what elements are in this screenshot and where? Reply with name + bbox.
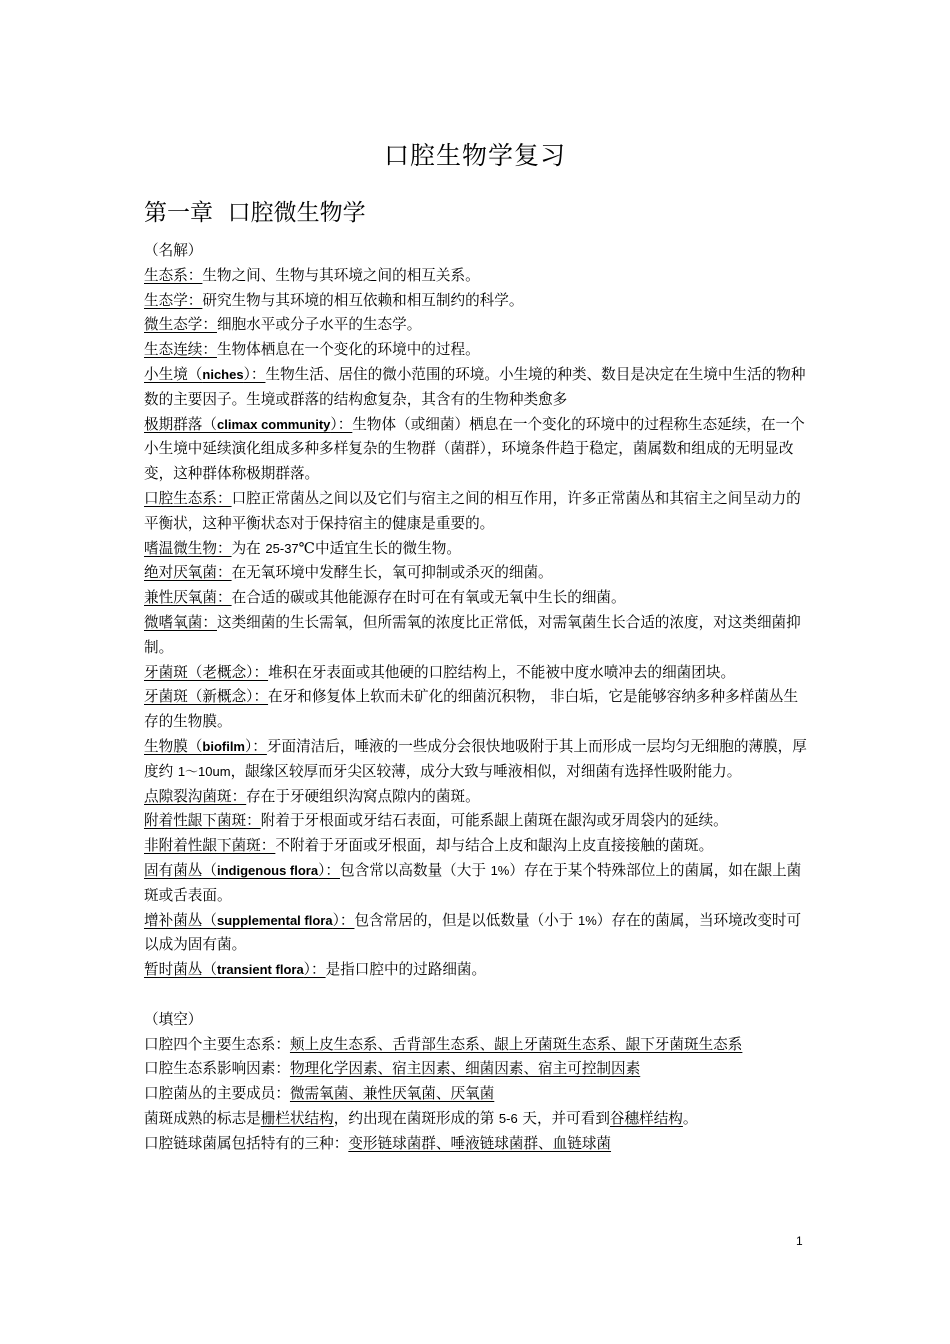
fill-question: 口腔链球菌属包括特有的三种： — [144, 1134, 349, 1152]
definition-item — [144, 834, 808, 859]
definition-item — [144, 487, 808, 537]
definition-text: 生物生活、居住的微小范围的环境。小生境的种类、数目是决定在生境中生活的物种数的主要因子。生境或群落的结构愈复杂，其含有的生物种类愈多 — [144, 365, 806, 408]
definition-text: 不附着于牙面或牙根面，却与结合上皮和龈沟上皮直接接触的菌斑。 — [275, 837, 714, 855]
page-title: 口腔生物学复习 — [383, 141, 566, 170]
definition-item — [144, 413, 808, 487]
fill-question-mid: ，约出现在菌斑形成的第 — [333, 1109, 499, 1127]
definition-term: 口腔生态系： — [144, 489, 232, 507]
fill-question: 口腔菌丛的主要成员： — [144, 1085, 290, 1103]
definition-item — [144, 338, 808, 363]
definition-term — [144, 862, 340, 879]
definition-item — [144, 264, 808, 289]
definition-text: 研究生物与其环境的相互依赖和相互制约的科学。 — [202, 291, 524, 309]
definition-item — [144, 735, 808, 785]
definition-item — [144, 586, 808, 611]
fill-question-mid: 天，并可看到 — [517, 1109, 610, 1127]
term-prefix: 增补菌丛（ — [144, 911, 217, 929]
definition-text-suffix: ）存在的菌属，当环境改变时可以成为固有菌。 — [144, 911, 802, 954]
page-number: 1 — [796, 1234, 803, 1248]
document-body — [144, 239, 808, 1156]
definition-text-prefix: 为在 — [231, 539, 266, 557]
term-prefix: 固有菌丛（ — [144, 861, 217, 879]
definition-term — [144, 738, 267, 755]
definition-text-suffix: ，龈缘区较厚而牙尖区较薄，成分大致与唾液相似，对细菌有选择性吸附能力。 — [230, 762, 742, 780]
blank-line — [144, 983, 808, 1008]
fill-item — [144, 1082, 808, 1107]
term-suffix: ）： — [303, 961, 326, 979]
term-suffix: ）： — [318, 861, 340, 879]
fill-question: 菌斑成熟的标志是 — [144, 1109, 261, 1127]
term-english: indigenous flora — [216, 862, 319, 878]
definition-item — [144, 909, 808, 959]
definition-item — [144, 685, 808, 735]
definition-text-prefix: 牙面清洁后，唾液的一些成分会很快地吸附于其上而形成一层均匀无细胞的薄膜，厚度约 — [144, 737, 807, 780]
definition-term: 牙菌斑（新概念）： — [144, 688, 269, 706]
fill-question-end: 。 — [682, 1109, 698, 1127]
term-english: climax community — [216, 416, 331, 432]
term-suffix: ）： — [332, 911, 355, 929]
definition-item — [144, 363, 808, 413]
fill-answer: 栅栏状结构 — [260, 1109, 334, 1127]
definition-item — [144, 561, 808, 586]
definition-term — [144, 961, 326, 978]
term-english: biofilm — [202, 738, 245, 754]
definition-term: 牙菌斑（老概念）： — [144, 663, 269, 681]
fill-answer: 变形链球菌群、唾液链球菌群、血链球菌 — [348, 1134, 612, 1152]
definition-term — [144, 912, 354, 929]
definition-text: 这类细菌的生长需氧，但所需氧的浓度比正常低，对需氧菌生长合适的浓度，对这类细菌抑制。 — [144, 613, 801, 656]
fill-answer: 谷穗样结构 — [609, 1109, 683, 1127]
definition-term — [144, 366, 265, 383]
fill-question: 口腔四个主要生态系： — [144, 1035, 290, 1053]
definition-text: 是指口腔中的过路细菌。 — [325, 961, 487, 979]
term-english: supplemental flora — [216, 912, 333, 928]
definition-term: 非附着性龈下菌斑： — [144, 837, 276, 855]
definition-text: 口腔正常菌丛之间以及它们与宿主之间的相互作用，许多正常菌丛和其宿主之间呈动力的平衡状，这种平衡状态对于保持宿主的健康是重要的。 — [144, 489, 801, 532]
definition-text-prefix: 包含常居的，但是以低数量（小于 — [354, 911, 578, 929]
definition-term: 生态系： — [144, 266, 203, 284]
term-suffix: ）： — [243, 365, 266, 383]
definition-text: 细胞水平或分子水平的生态学。 — [216, 316, 422, 334]
definition-item — [144, 289, 808, 314]
definition-term: 附着性龈下菌斑： — [144, 812, 261, 830]
definition-term: 点隙裂沟菌斑： — [144, 787, 247, 805]
definition-item — [144, 785, 808, 810]
definition-term: 生态连续： — [144, 341, 217, 359]
definition-term: 微嗜氧菌： — [144, 613, 217, 631]
definition-item — [144, 859, 808, 909]
definition-text: 生物体栖息在一个变化的环境中的过程。 — [216, 341, 480, 359]
definition-term — [144, 416, 352, 433]
term-english: transient flora — [216, 962, 304, 978]
fill-number: 5-6 — [498, 1110, 518, 1126]
term-prefix: 暂时菌丛（ — [144, 961, 217, 979]
definition-text: 生物之间、生物与其环境之间的相互关系。 — [202, 266, 480, 284]
definition-item — [144, 661, 808, 686]
definition-term: 微生态学： — [144, 316, 217, 334]
definition-term: 绝对厌氧菌： — [144, 564, 232, 582]
fill-item — [144, 1033, 808, 1058]
definition-item — [144, 537, 808, 562]
definition-text-suffix: ）存在于某个特殊部位上的菌属，如在龈上菌斑或舌表面。 — [144, 861, 802, 904]
term-english: niches — [202, 366, 244, 382]
definition-item — [144, 809, 808, 834]
fill-answer: 颊上皮生态系、舌背部生态系、龈上牙菌斑生态系、龈下牙菌斑生态系 — [289, 1035, 743, 1053]
definition-number: 1% — [578, 912, 597, 928]
definition-text: 附着于牙根面或牙结石表面，可能系龈上菌斑在龈沟或牙周袋内的延续。 — [260, 812, 728, 830]
definition-text: 在合适的碳或其他能源存在时可在有氧或无氧中生长的细菌。 — [231, 589, 626, 607]
term-suffix: ）： — [330, 415, 353, 433]
definition-text: 存在于牙硬组织沟窝点隙内的菌斑。 — [246, 787, 480, 805]
definition-text: 在牙和修复体上软而未矿化的细菌沉积物， 非白垢，它是能够容纳多种多样菌丛生存的生物膜。 — [144, 688, 799, 731]
definition-item — [144, 611, 808, 661]
section-label-definitions: （名解） — [144, 242, 203, 259]
definition-number: 1% — [490, 862, 510, 878]
term-prefix: 小生境（ — [144, 365, 203, 383]
term-suffix: ）： — [245, 737, 267, 755]
definition-number: 25-37 — [265, 540, 299, 556]
definition-term: 生态学： — [144, 291, 203, 309]
fill-question: 口腔生态系影响因素： — [144, 1060, 290, 1078]
chapter-heading: 第一章 口腔微生物学 — [144, 200, 366, 226]
definition-text-suffix: ℃中适宜生长的微生物。 — [298, 539, 461, 557]
fill-item — [144, 1057, 808, 1082]
section-label-fill: （填空） — [144, 1010, 203, 1028]
fill-item — [144, 1132, 808, 1157]
definition-item — [144, 313, 808, 338]
fill-answer: 物理化学因素、宿主因素、细菌因素、宿主可控制因素 — [289, 1060, 641, 1078]
definition-item — [144, 958, 808, 983]
definition-text-prefix: 包含常以高数量（大于 — [340, 861, 491, 879]
definition-term: 兼性厌氧菌： — [144, 589, 232, 607]
definition-term: 嗜温微生物： — [144, 539, 232, 557]
definition-text: 生物体（或细菌）栖息在一个变化的环境中的过程称生态延续，在一个小生境中延续演化组成多种多样复杂的生物群（菌群），环境条件趋于稳定，菌属数和组成的无明显改变，这种群体称极期群落。 — [144, 415, 805, 483]
fill-answer: 微需氧菌、兼性厌氧菌、厌氧菌 — [289, 1085, 495, 1103]
term-prefix: 极期群落（ — [144, 415, 217, 433]
definition-number: 1～10um — [177, 763, 231, 779]
definition-text: 在无氧环境中发酵生长，氧可抑制或杀灭的细菌。 — [231, 564, 553, 582]
term-prefix: 生物膜（ — [144, 737, 203, 755]
definition-text: 堆积在牙表面或其他硬的口腔结构上，不能被中度水喷冲去的细菌团块。 — [268, 663, 736, 681]
fill-item — [144, 1107, 808, 1132]
